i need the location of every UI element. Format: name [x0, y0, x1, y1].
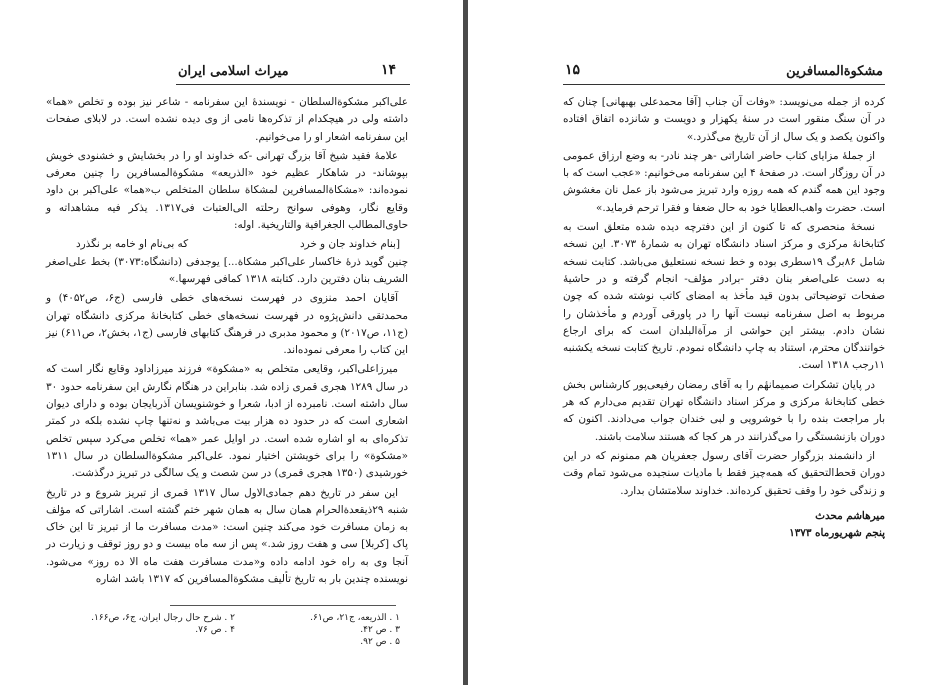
- paragraph: نسخهٔ منحصری که تا کنون از این دفترچه دیده شده متعلق است به کتابخانهٔ مرکزی و مرکز اسناد دانشگاه تهران به شمارهٔ ۳۰۷۳. این نسخه شامل ۸۶برگ ۱۹سطری بوده و خط نسخه نستعلیق می‌باشد. کتابت نسخه به دست علی‌اصغر بنان دفتر -برادر مؤلف- انجام گرفته و در حاشیهٔ صفحات توضیحاتی بدون قید مأخذ به امضای کاتب نوشته شده که چون مربوط به اصل سفرنامه نیست آنها را در پاورقی آوردم و مأخذشان را نشان دادم. بیشتر این حواشی از مرآةالبلدان است که برای ارجاع خوانندگان محترم، استناد به چاپ دانشگاه نمودم. تاریخ کتابت نسخه یکشنبه ۱۱رجب ۱۳۱۸ است.: [563, 221, 885, 372]
- paragraph: از دانشمند بزرگوار حضرت آقای رسول جعفریان هم ممنونم که در این دوران قحط‌التحقیق که همه‌چیز فقط با مادیات سنجیده می‌شود تمام وقت و زندگی خود را وقف تحقیق کرده‌اند. خداوند سلامتشان بدارد.: [563, 449, 885, 497]
- paragraph: در پایان تشکرات صمیمانهٔم را به آقای رمضان رفیعی‌پور کارشناس بخش خطی کتابخانهٔ مرکزی و مرکز اسناد دانشگاه تهران تقدیم می‌دارم که هر بار مراجعت بنده را با خوشرویی و لبی خندان جواب می‌دادند. اکنون که دوران بازنشستگی را می‌گذرانند در هر کجا که هستند سلامت باشند.: [563, 378, 885, 443]
- verse-hemistich-second: که بی‌نام او خامه بر نگذرد: [76, 238, 189, 251]
- footnote: ۲ . شرح حال رجال ایران، ج۶، ص۱۶۶.: [91, 613, 235, 623]
- paragraph: علامهٔ فقید شیخ آقا بزرگ تهرانی -که خداوند او را در بخشایش و خشنودی خویش بپوشاند- در شاهکار عظیم خود «الذریعه» مشکوة‌المسافرین را چنین معرفی نموده‌اند: «مشکاة‌المسافرین لمشکاة سلطان المتخلص ب«هما» علی‌اکبر بن داود وقایع نگار، وهوفی سوانح رحلته الی‌العتبات فی۱۳۱۷. یذکر فیه مشاهداته و حاوی‌المطالب الجغرافیة والتاریخیة. اوله:: [46, 149, 409, 232]
- paragraph: میرزاعلی‌اکبر، وقایعی متخلص به «مشکوة» فرزند میرزاداود وقایع نگار است که در سال ۱۲۸۹ هجری قمری زاده شد. بنابراین در هنگام نگارش این سفرنامه حدود ۳۰ سال داشته است. نامبرده از ادبا، شعرا و خوشنویسان آذربایجان بوده و دارای دیوان اشعاری است که در حدود ده هزار بیت می‌باشد و نه‌تنها چاپ نشده بلکه در کمتر تذکره‌ای به او اشاره شده است. در اوایل عمر «هما» تخلص می‌کرد سپس تخلص «مشکوة» را برای خویشتن اختیار نمود. علی‌اکبر مشکوة‌السلطان در سال ۱۳۱۱ خورشیدی (۱۳۵۰ هجری قمری) در سن شصت و یک سالگی در تبریز درگذشت.: [46, 363, 408, 480]
- paragraph: کرده از جمله می‌نویسد: «وفات آن جناب [آقا محمدعلی بهبهانی] چنان که در آن سنگ منقور است در سنهٔ یکهزار و دویست و شانزده اتفاق افتاده واکنون یکصد و یک سال از آن تاریخ می‌گذرد.»: [563, 96, 885, 143]
- page-number: ۱۴: [380, 62, 396, 78]
- signature-name: میرهاشم محدث: [815, 509, 885, 522]
- paragraph: چنین گوید ذرهٔ خاکسار علی‌اکبر مشکاة...] یوجدفی (دانشگاه:۳۰۷۳) بخط علی‌اصغر الشریف بنان دفترین دارد. کتابته ۱۳۱۸ کمافی فهرسها.»: [46, 255, 409, 285]
- left-header: [178, 62, 408, 82]
- left-body-text: [46, 94, 408, 590]
- header-rule: [176, 84, 410, 85]
- footnote: ۳ . ص ۴۲.: [360, 625, 400, 635]
- signature-date: پنجم شهریورماه ۱۳۷۳: [789, 527, 885, 540]
- running-title: مشکوة‌المسافرین: [786, 64, 883, 79]
- header-rule: [563, 84, 885, 85]
- page-number: ۱۵: [565, 62, 581, 78]
- footnotes: [90, 612, 400, 648]
- paragraph: آقایان احمد منزوی در فهرست نسخه‌های خطی فارسی (ج۶، ص۴۰۵۲) و محمدتقی دانش‌پژوه در فهرست نسخه‌های خطی کتابخانهٔ مرکزی دانشگاه تهران (ج۱۱، ص۲۰۱۷) و محمود مدبری در فرهنگ کتابهای فارسی (ج۱، بخش۲، ص۶۱۱) نیز این کتاب را معرفی نموده‌اند.: [46, 292, 408, 357]
- left-page: [0, 0, 463, 685]
- footnote: ۵ . ص ۹۲.: [360, 637, 400, 647]
- right-page: [468, 0, 945, 685]
- running-title: میراث اسلامی ایران: [178, 64, 289, 79]
- footnote-rule: [170, 605, 396, 606]
- verse-hemistich-first: [بنام خداوند جان و خرد: [299, 238, 400, 251]
- right-header: [565, 62, 883, 82]
- verse: [76, 236, 400, 253]
- signature: [563, 508, 885, 543]
- footnote: ۴ . ص ۷۶.: [195, 625, 235, 635]
- right-body-text: [563, 94, 885, 542]
- paragraph: این سفر در تاریخ دهم جمادی‌الاول سال ۱۳۱۷ قمری از تبریز شروع و در تاریخ شنبه ۲۹ذیقعدةالحرام همان سال به همان شهر ختم گشته است. اشاراتی که مؤلف به زمان مسافرت خود می‌کند چنین است: «مدت مسافرت ما از تبریز تا این خاک پاک [کربلا] سی و هفت روز شد.» پس از سه ماه بیست و دو روز توقف و زیارت در آنجا وی به راه خود ادامه داده و«مدت مسافرت هفت ماه الا ده روز» می‌شود. نویسنده چندین بار به تاریخ تألیف مشکوة‌المسافرین که ۱۳۱۷ باشد اشاره: [46, 486, 409, 586]
- footnote: ۱ . الذریعه، ج۲۱، ص۶۱.: [310, 613, 400, 623]
- paragraph: علی‌اکبر مشکوة‌السلطان - نویسندهٔ این سفرنامه - شاعر نیز بوده و تخلص «هما» داشته ولی در هیچکدام از تذکره‌ها نامی از وی دیده نشده است. در لابلای صفحات این سفرنامه اشعار او را می‌خوانیم.: [46, 96, 408, 143]
- paragraph: از جملهٔ مزایای کتاب حاضر اشاراتی -هر چند نادر- به وضع ارزاق عمومی در آن روزگار است. در صفحهٔ ۴ این سفرنامه می‌خوانیم: «عجب است که با وجود این همه گندم که همه روزه وارد تبریز می‌شود باز عمل نان مغشوش است. حضرت واهب‌العطایا خود به حال ضعفا و فقرا ترحم فرماید.»: [563, 149, 886, 214]
